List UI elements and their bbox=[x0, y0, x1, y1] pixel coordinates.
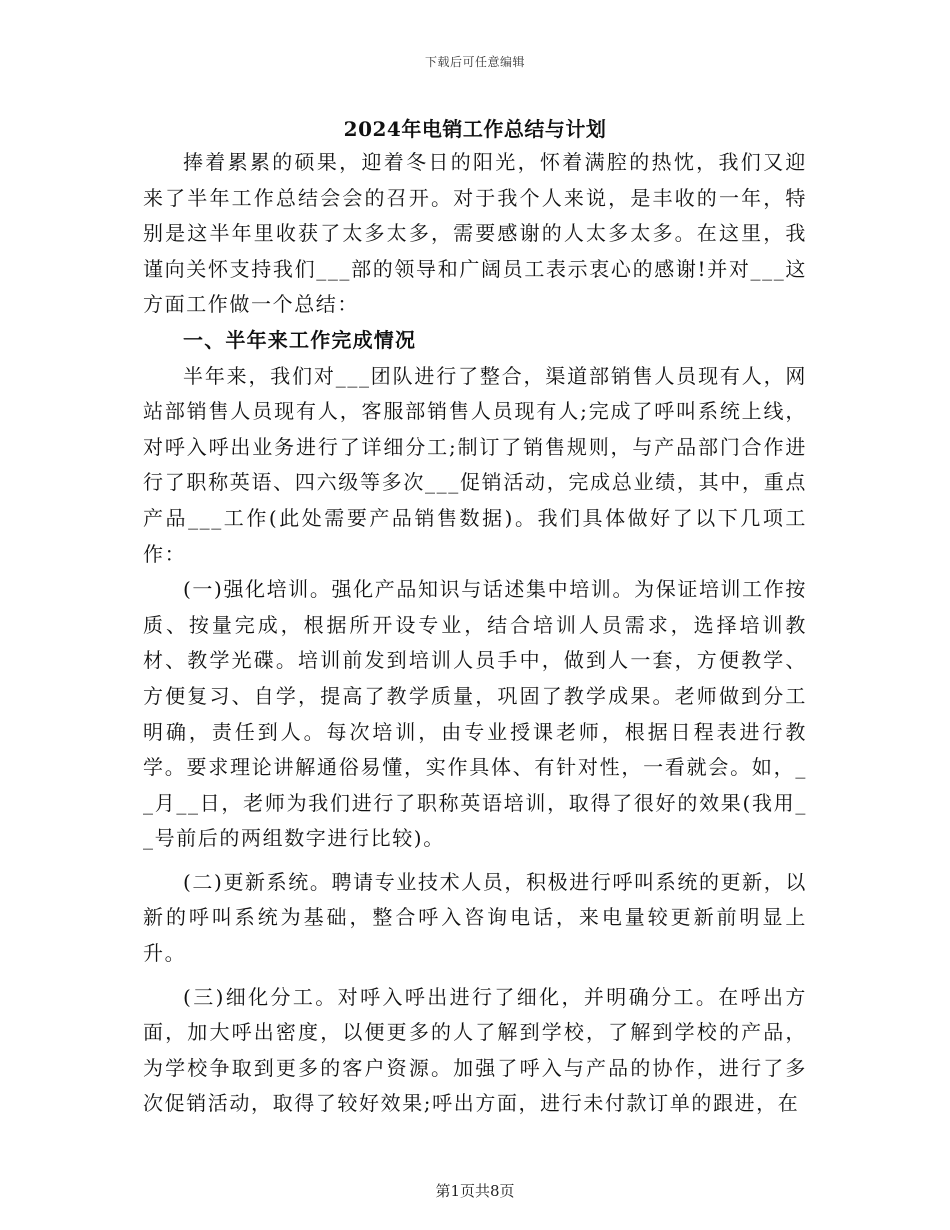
intro-paragraph: 捧着累累的硕果，迎着冬日的阳光，怀着满腔的热忱，我们又迎来了半年工作总结会会的召开。对于我个人来说，是丰收的一年，特别是这半年里收获了太多太多，需要感谢的人太多太多。在这里，我谨向关怀支持我们___部的领导和广阔员工表示衷心的感谢!并对___这方面工作做一个总结： bbox=[143, 150, 807, 317]
document-title: 2024年电销工作总结与计划 bbox=[343, 117, 607, 141]
work-summary-paragraph: 半年来，我们对___团队进行了整合，渠道部销售人员现有人，网站部销售人员现有人，客服部销售人员现有人;完成了呼叫系统上线，对呼入呼出业务进行了详细分工;制订了销售规则，与产品部门合作进行了职称英语、四六级等多次___促销活动，完成总业绩，其中，重点产品___工作(此处需要产品销售数据)。我们具体做好了以下几项工作： bbox=[143, 363, 807, 566]
document-body bbox=[143, 145, 807, 1122]
page-header-note: 下载后可任意编辑 bbox=[424, 55, 525, 69]
division-paragraph: (三)细化分工。对呼入呼出进行了细化，并明确分工。在呼出方面，加大呼出密度，以便更多的人了解到学校，了解到学校的产品，为学校争取到更多的客户资源。加强了呼入与产品的协作，进行了多次促销活动，取得了较好效果;呼出方面，进行未付款订单的跟进，在 bbox=[143, 984, 807, 1116]
training-paragraph: (一)强化培训。强化产品知识与话述集中培训。为保证培训工作按质、按量完成，根据所开设专业，结合培训人员需求，选择培训教材、教学光碟。培训前发到培训人员手中，做到人一套，方便教学、方便复习、自学，提高了教学质量，巩固了教学成果。老师做到分工明确，责任到人。每次培训，由专业授课老师，根据日程表进行教学。要求理论讲解通俗易懂，实作具体、有针对性，一看就会。如，__月__日，老师为我们进行了职称英语培训，取得了很好的效果(我用__号前后的两组数字进行比较)。 bbox=[143, 577, 807, 851]
section-heading: 一、半年来工作完成情况 bbox=[183, 327, 417, 352]
page-number: 第1页共8页 bbox=[435, 1182, 515, 1200]
system-update-paragraph: (二)更新系统。聘请专业技术人员，积极进行呼叫系统的更新，以新的呼叫系统为基础，整合呼入咨询电话，来电量较更新前明显上升。 bbox=[143, 869, 807, 966]
